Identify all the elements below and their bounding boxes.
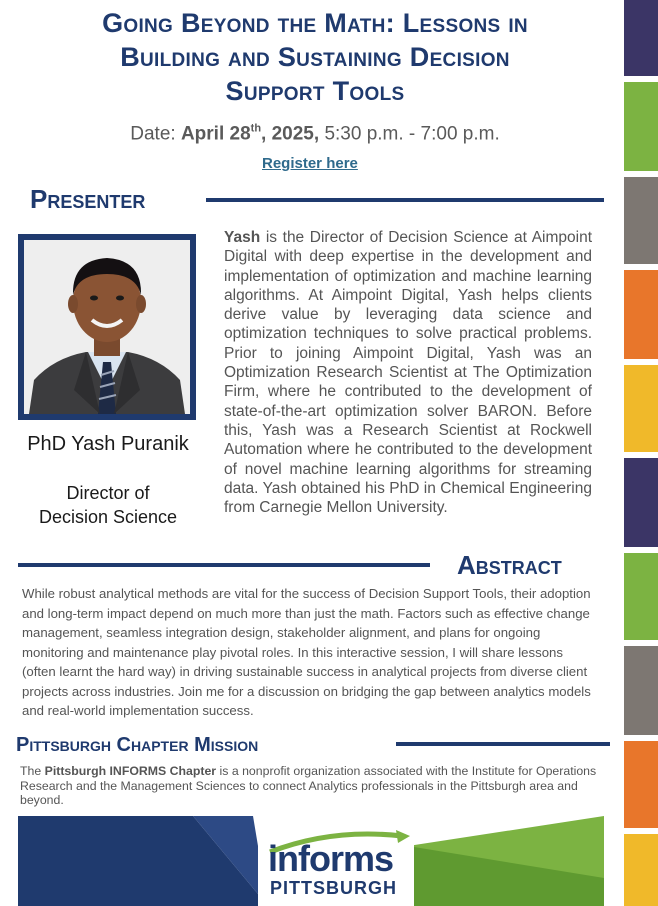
title-line-3: Support Tools — [225, 76, 405, 106]
stripe-green-1 — [624, 82, 658, 171]
abstract-text: While robust analytical methods are vital for the success of Decision Support Tools, their adoption and long-term impact depend on much more than just the math. Factors such as effective change management, seamless integration design, stakeholder alignment, and plans for ongoing monitoring and maintenance play pivotal roles. In this interactive session, I will share lessons (often learnt the hard way) in driving sustainable success in analytical projects from diverse client projects across industries. Join me for a discussion on bridging the gap between analytics models and real-world implementation success. — [22, 586, 591, 718]
mission-heading: Pittsburgh Chapter Mission — [16, 734, 259, 756]
abstract-heading: Abstract — [457, 550, 562, 580]
bio-name: Yash — [224, 229, 261, 246]
date-label: Date: — [130, 123, 176, 145]
page-title — [20, 6, 610, 108]
date-suffix: th — [250, 123, 262, 135]
title-line-2: Building and Sustaining Decision — [120, 42, 510, 72]
stripe-yellow-1 — [624, 365, 658, 452]
role-line-1: Director of — [66, 483, 150, 503]
presenter-heading: Presenter — [30, 184, 146, 214]
stripe-orange-1 — [624, 270, 658, 359]
mission-text — [20, 764, 598, 808]
date-month-day: April 28 — [180, 123, 251, 145]
stripe-gray-2 — [624, 646, 658, 735]
abstract-rule — [18, 563, 430, 567]
bio-text: is the Director of Decision Science at Aimpoint Digital with deep expertise in the development and implementation of optimization and machine learning algorithms. At Aimpoint Digital, Yash helps clients derive value by leveraging data science and optimization techniques to solve practical problems. Prior to joining Aimpoint Digital, Yash was an Optimization Research Scientist at The Optimization Firm, where he contributed to the development of state-of-the-art optimization solver BARON. Before this, Yash was a Research Scientist at Rockwell Automation where he contributed to the development of novel machine learning algorithms for streaming data. Yash obtained his PhD in Chemical Engineering from Carnegie Mellon University. — [224, 229, 593, 517]
register-link[interactable]: Register here — [262, 155, 358, 172]
presenter-photo — [24, 240, 190, 414]
stripe-purple-2 — [624, 458, 658, 547]
logo-city: PITTSBURGH — [270, 878, 397, 898]
mission-body: is a nonprofit organization associated with the Institute for Operations Research and the Management Sciences to connect Analytics professionals in the Pittsburgh area and beyond. — [20, 764, 597, 807]
mission-rule — [396, 742, 610, 746]
presenter-name: PhD Yash Puranik — [27, 433, 189, 455]
date-year: , 2025, — [261, 123, 320, 145]
event-date — [20, 123, 610, 145]
title-line-1: Going Beyond the Math: Lessons in — [102, 8, 528, 38]
presenter-bio — [224, 228, 592, 517]
informs-logo — [262, 828, 412, 900]
event-time: 5:30 p.m. - 7:00 p.m. — [324, 123, 500, 145]
stripe-purple-1 — [624, 0, 658, 76]
presenter-rule — [206, 198, 604, 202]
stripe-yellow-2 — [624, 834, 658, 906]
logo-word: informs — [268, 838, 394, 879]
stripe-green-2 — [624, 553, 658, 640]
mission-prefix: The — [20, 764, 42, 778]
stripe-orange-2 — [624, 741, 658, 828]
stripe-gray-1 — [624, 177, 658, 264]
role-line-2: Decision Science — [38, 507, 178, 527]
mission-org: Pittsburgh INFORMS Chapter — [44, 764, 217, 778]
presenter-photo-frame — [18, 234, 196, 420]
presenter-role — [18, 481, 198, 529]
